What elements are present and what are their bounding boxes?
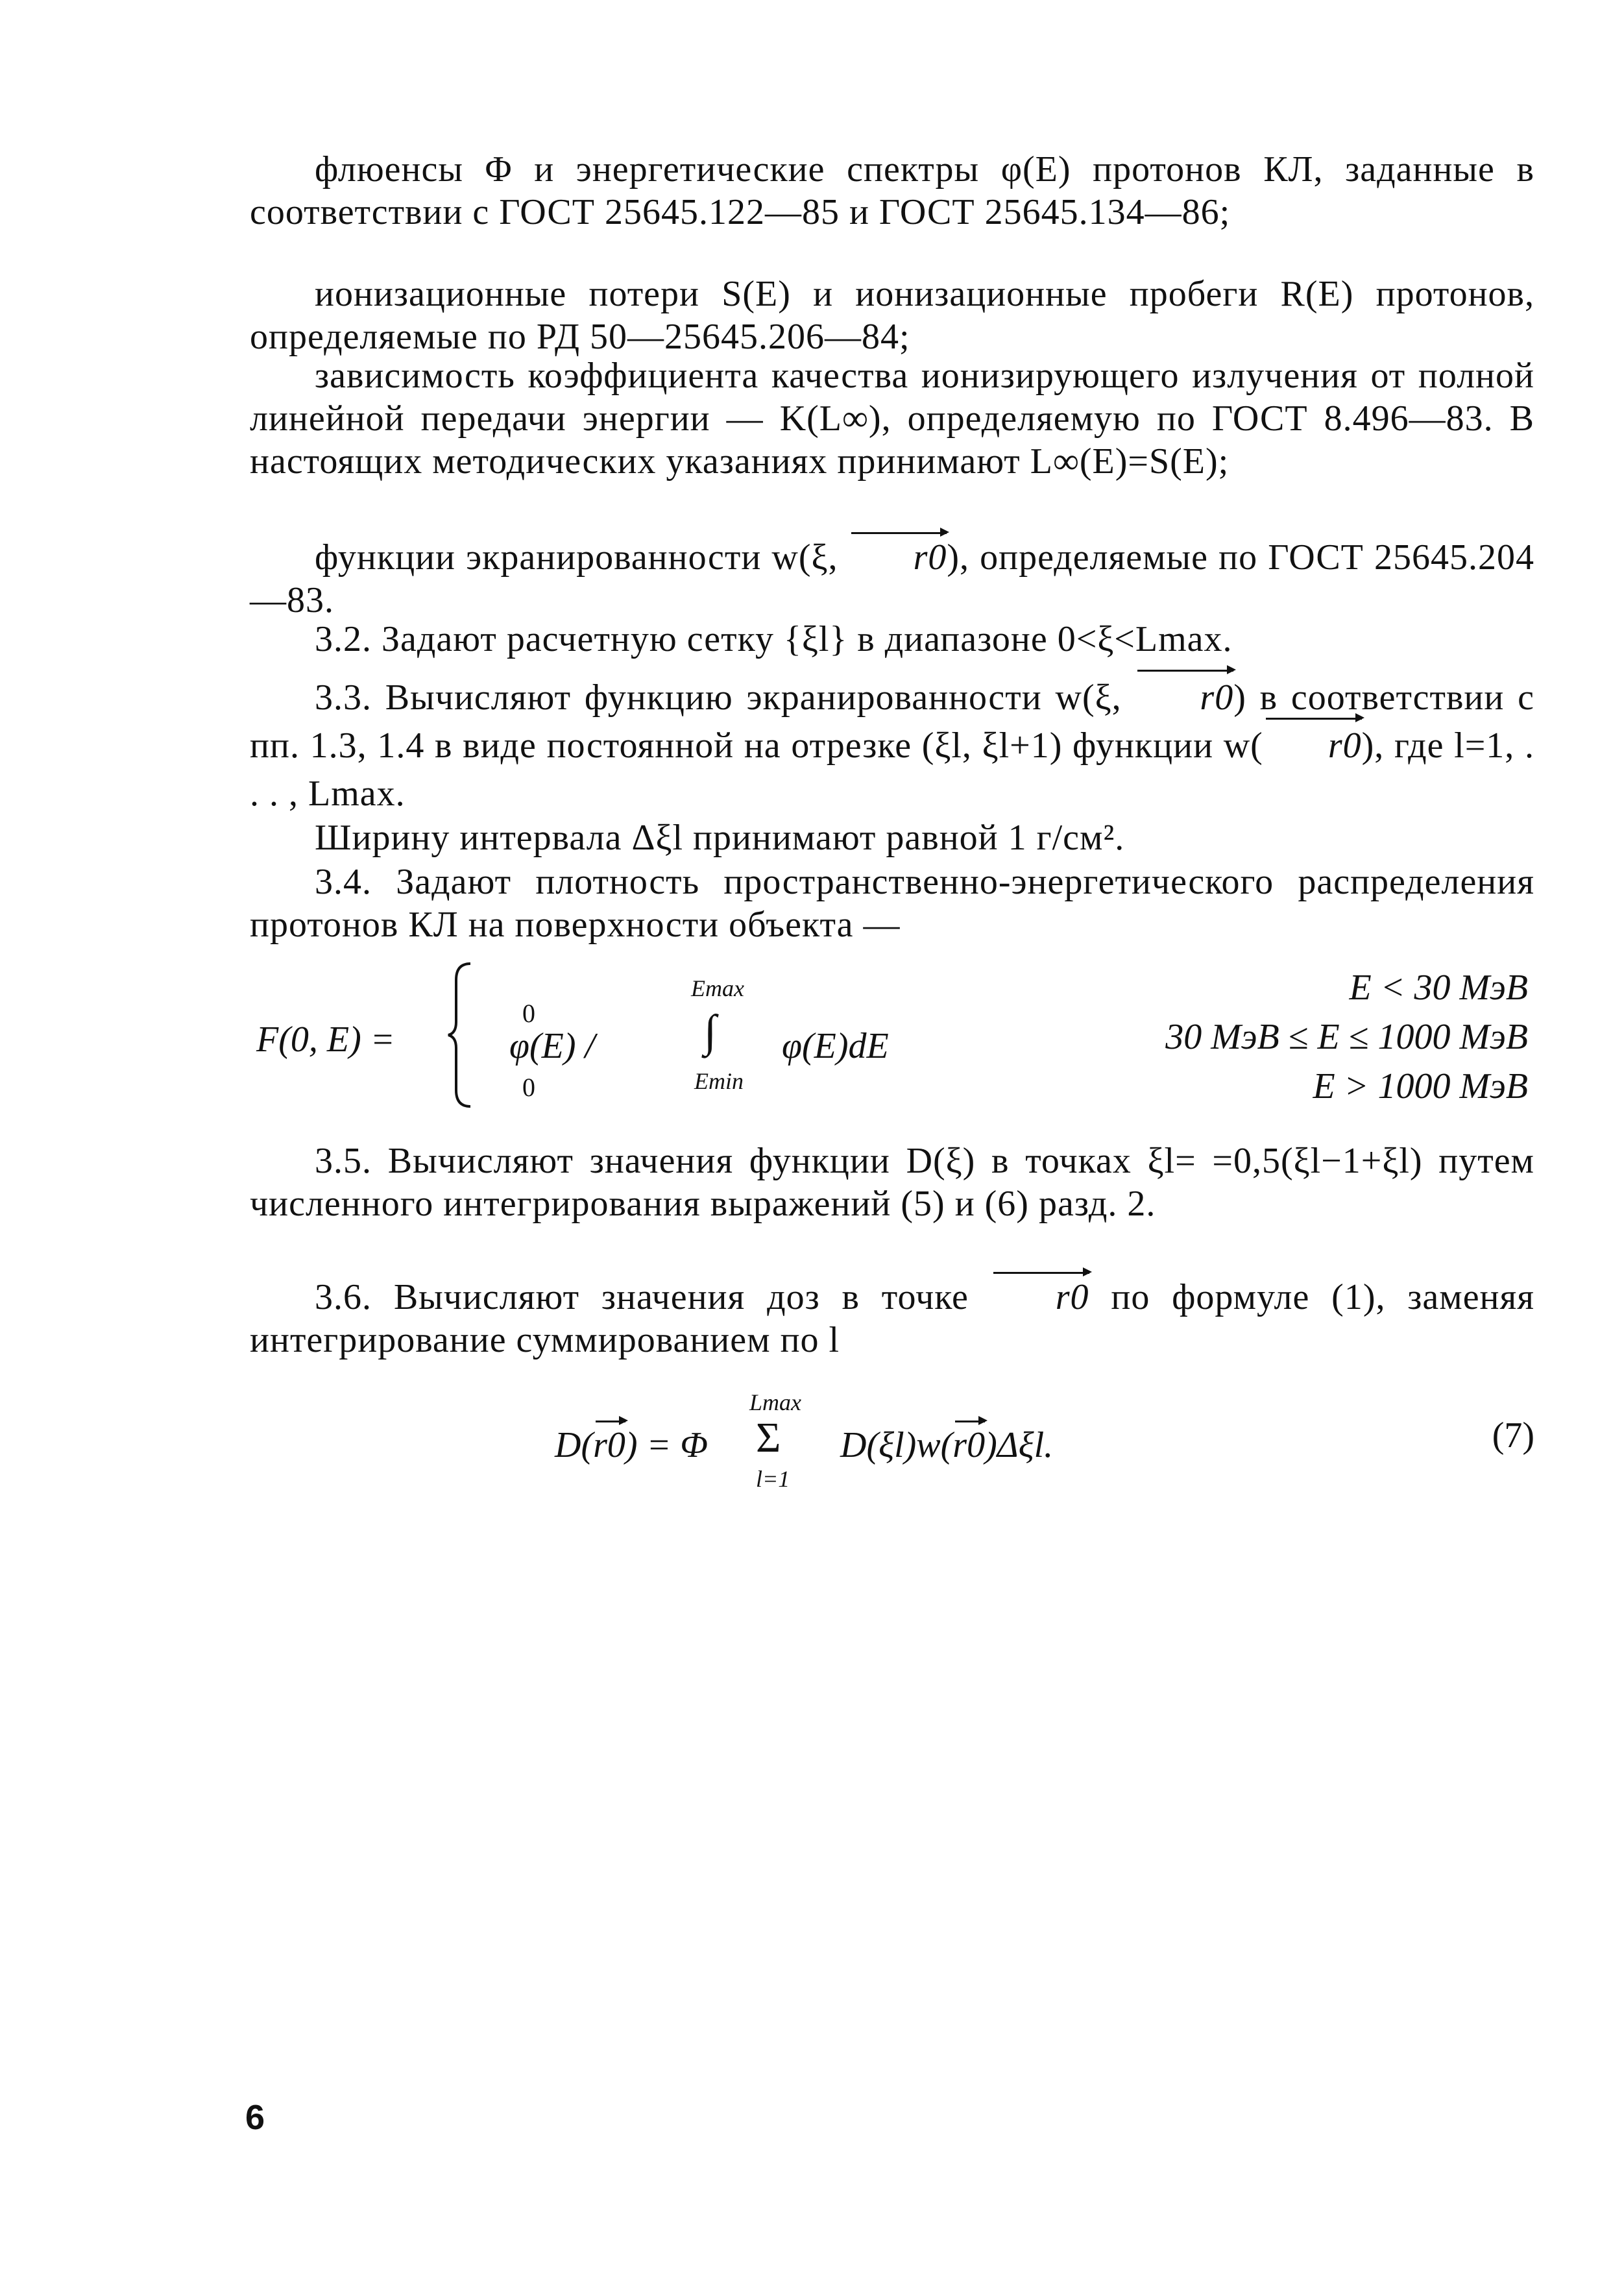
paragraph-text: ), где l=1, . . . , Lmax. xyxy=(250,726,1534,814)
paragraph-text: по формуле (1), заменяя интегрирование суммированием по l xyxy=(250,1277,1535,1360)
paragraph-text: зависимость коэффициента качества ионизирующего излучения от полной линейной передачи энергии — K(L∞), определяемую по ГОСТ 8.496—83. В настоящих методических указаниях принимают L∞(E)=S(E); xyxy=(250,356,1534,482)
paragraph-3-5 xyxy=(250,1140,1534,1225)
paragraph-fluence xyxy=(250,148,1534,234)
case-3-condition: E > 1000 МэВ xyxy=(1313,1066,1528,1106)
equation-piecewise-F xyxy=(250,960,1534,1116)
left-brace-icon xyxy=(444,960,477,1110)
equation-7-body xyxy=(840,1424,1053,1466)
vector-r0: r0 xyxy=(849,536,947,579)
paragraph-text: функции экранированности w(ξ, xyxy=(315,537,838,578)
sum-sign: Σ xyxy=(756,1414,781,1461)
vector-r0: r0 xyxy=(593,1425,625,1465)
equation-text: D(ξl)w( xyxy=(840,1425,953,1465)
integral-upper-limit: Emax xyxy=(691,975,744,1001)
paragraph-3-3 xyxy=(250,674,1534,818)
paragraph-ionization-losses xyxy=(250,273,1534,358)
case-1-condition: E < 30 МэВ xyxy=(1349,968,1528,1008)
integral-lower-limit: Emin xyxy=(694,1068,744,1094)
paragraph-text: 3.2. Задают расчетную сетку {ξl} в диапазоне 0<ξ<Lmax. xyxy=(315,619,1233,659)
paragraph-3-4 xyxy=(250,860,1534,946)
case-2-value: φ(E) / xyxy=(509,1026,596,1066)
paragraph-3-2 xyxy=(250,618,1534,661)
equation-text: ) = Φ xyxy=(625,1425,708,1465)
equation-7-lhs xyxy=(555,1424,708,1466)
sum-lower-limit: l=1 xyxy=(756,1466,790,1492)
equation-7 xyxy=(250,1389,1534,1506)
vector-r0: r0 xyxy=(1263,722,1362,770)
paragraph-shielding-functions xyxy=(250,536,1534,622)
paragraph-text: ионизационные потери S(E) и ионизационные пробеги R(E) протонов, определяемые по РД 50—25645.206—84; xyxy=(250,274,1534,357)
equation-number: (7) xyxy=(1492,1415,1534,1456)
paragraph-quality-coefficient xyxy=(250,354,1534,483)
vector-r0: r0 xyxy=(952,1425,986,1465)
equation-text: )Δξl. xyxy=(985,1425,1054,1465)
case-3-value: 0 xyxy=(522,1073,535,1102)
integrand: φ(E)dE xyxy=(782,1026,889,1066)
vector-r0: r0 xyxy=(991,1276,1089,1319)
case-1-value: 0 xyxy=(522,999,535,1028)
page-number: 6 xyxy=(245,2098,265,2137)
equation-lhs: F(0, E) = xyxy=(256,1019,395,1060)
paragraph-text: 3.3. Вычисляют функцию экранированности w(ξ, xyxy=(315,677,1122,718)
paragraph-text: Ширину интервала Δξl принимают равной 1 г/см². xyxy=(315,818,1125,858)
paragraph-text: 3.5. Вычисляют значения функции D(ξ) в точках ξl= =0,5(ξl−1+ξl) путем численного интегрирования выражений (5) и (6) разд. 2. xyxy=(250,1141,1534,1224)
paragraph-text: 3.4. Задают плотность пространственно-энергетического распределения протонов КЛ на поверхности объекта — xyxy=(250,862,1534,945)
vector-r0: r0 xyxy=(1135,674,1233,722)
paragraph-text: флюенсы Φ и энергетические спектры φ(E) протонов КЛ, заданные в соответствии с ГОСТ 25645.122—85 и ГОСТ 25645.134—86; xyxy=(250,149,1534,232)
sum-upper-limit: Lmax xyxy=(749,1389,801,1415)
paragraph-text: ) в соответствии с пп. 1.3, 1.4 в виде постоянной на отрезке (ξl, ξl+1) функции w( xyxy=(250,677,1534,766)
paragraph-3-6 xyxy=(250,1276,1534,1361)
paragraph-interval-width xyxy=(315,816,1534,859)
case-2-condition: 30 МэВ ≤ E ≤ 1000 МэВ xyxy=(1165,1017,1528,1057)
paragraph-text: ), определяемые по ГОСТ 25645.204—83. xyxy=(250,537,1534,620)
integral-sign: ∫ xyxy=(704,1006,717,1056)
equation-text: D( xyxy=(555,1425,594,1465)
paragraph-text: 3.6. Вычисляют значения доз в точке xyxy=(315,1277,969,1317)
